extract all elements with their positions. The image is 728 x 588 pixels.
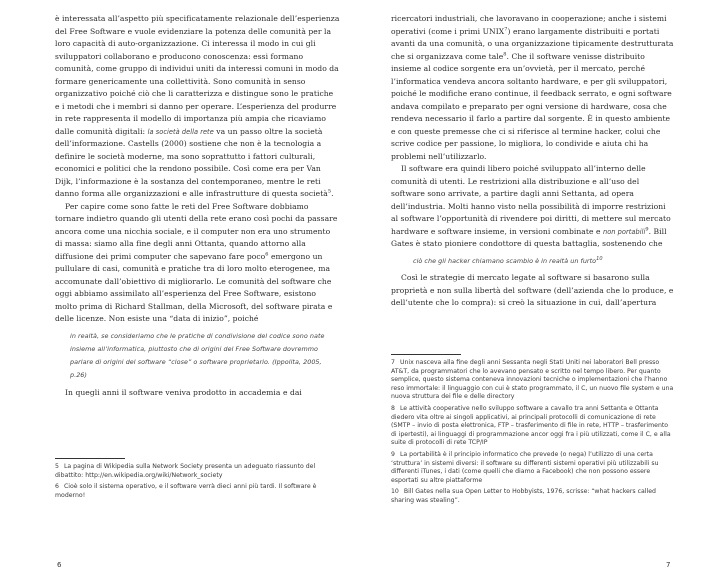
footnote-10 — [391, 488, 675, 505]
left-quote-text: in realtà, se consideriamo che le pratiche di condivisione del codice sono nate insieme all’informatica, piuttosto che di origini del Free Software dovremmo parlare di origini del software “close” o software proprietario. — [70, 331, 325, 366]
left-paragraph-2 — [55, 201, 340, 326]
left-p3-rest: emergono un pullulare di casi, comunità e pratiche tra di loro molto eterogenee, ma accomunate dall’obiettivo di migliorarlo. Le comunità del software che oggi abbiamo assimilato all’esperienza del Free Software, esistono molto prima di Richard Stallman, della Microsoft, del software pirata e delle licenze. Non esiste una “data di inizio”, poiché — [55, 251, 333, 323]
footnote-10-number: 10 — [391, 488, 399, 496]
footnote-8-text: Le attività cooperative nello sviluppo software a cavallo tra anni Settanta e Ottanta diedero vita oltre ai singoli applicativi, ai principali protocolli di comunicazione di rete (SMTP – invio di posta elettronica, FTP – trasferimento di file in rete, HTTP – trasferimento di ipertesti), ai linguaggi di programmazione ancor oggi fra i più utilizzati, come il C, e alla suite di protocolli di rete TCP/IP — [391, 404, 671, 447]
right-body — [391, 13, 675, 310]
right-footnotes — [391, 354, 675, 509]
left-body — [55, 13, 340, 399]
right-quote-text: ciò che gli hacker chiamano scambio è in realtà un furto — [413, 256, 597, 265]
left-footnotes — [55, 458, 340, 503]
left-page-number: 6 — [57, 561, 62, 569]
footnote-6-text: Cioè solo il sistema operativo, e il software verrà dieci anni più tardi. Il software è moderno! — [55, 483, 317, 499]
left-p3-text: Per capire come sono fatte le reti del Free Software dobbiamo tornare indietro quando gli utenti della rete erano così pochi da passare ancora come una nicchia sociale, e il computer non era uno strumento di massa: siamo alla fine degli anni Ottanta, quando attorno alla diffusione dei primi computer che sapevano fare poco — [55, 201, 338, 261]
right-p2-text: Il software era quindi libero poiché sviluppato all’interno delle comunità di utenti. Le restrizioni alla distribuzione e all’uso del software sono arrivate, a partire dagli anni Settanta, ad opera dell’industria. Molti hanno visto nella possibilità di imporre restrizioni al software l’opportunità di rivendere poi diritti, di mettere sul mercato hardware e software insieme, in versioni combinate e — [391, 164, 671, 236]
footnote-ref-8[interactable]: 8 — [503, 50, 507, 57]
right-p2-rest: . Bill Gates è stato pioniere condottore di questa battaglia, sostenendo che — [391, 226, 667, 248]
right-p2-italic: non portabili — [602, 227, 646, 236]
footnote-divider — [55, 458, 125, 459]
left-paragraph-3: In quegli anni il software veniva prodotto in accademia e dai — [65, 387, 302, 397]
footnote-9-text: La portabilità è il principio informatico che prevede (o nega) l’utilizzo di una certa ‘struttura’ in sistemi diversi: il software su differenti sistemi operativi più utilizzabili su differenti iTunes, i dati (come quelli che diamo a Facebook) che non possono essere esportati su altre piattaforme — [391, 450, 659, 484]
left-blockquote — [70, 330, 340, 382]
footnote-7-text: Unix nasceva alla fine degli anni Sessanta negli Stati Uniti nei laboratori Bell presso AT&T, da programmatori che lo avevano pensato e scritto nel tempo libero. Per quanto semplice, questo sistema conteneva innovazioni tecniche o implementazioni che l’hanno reso immortale: il linguaggio con cui è stato programmato, il C, un nuovo file system e una nuova struttura dei file e delle directory — [391, 359, 674, 401]
right-p1-text-c: . Che il software venisse distribuito insieme al codice sorgente era un’ovvietà, per il mercato, perché l’informatica vendeva ancora soltanto hardware, e per gli sviluppatori, poiché le modifiche erano continue, il feedback serrato, e ogni software andava compilato e preparato per ogni versione di hardware, cosa che rendeva necessario il farlo a partire dal sorgente. È in questo ambiente e con queste premesse che ci si riferisce al termine hacker, colui che scrive codice per passione, lo migliora, lo condivide e aiuta chi ha problemi nell’utilizzarlo. — [391, 51, 672, 161]
footnote-7 — [391, 359, 675, 402]
right-paragraph-1 — [391, 13, 675, 163]
footnote-ref-9[interactable]: 9 — [645, 225, 649, 232]
footnote-9 — [391, 451, 675, 485]
footnote-9-number: 9 — [391, 450, 395, 458]
right-p1-text: ricercatori industriali, che lavoravano in cooperazione; anche i sistemi operativi (come i primi UNIX — [391, 14, 667, 36]
footnote-ref-10[interactable]: 10 — [596, 255, 603, 262]
footnote-7-number: 7 — [391, 359, 395, 366]
left-p2-end: . — [331, 189, 334, 198]
footnote-8 — [391, 405, 675, 448]
footnote-10-text: Bill Gates nella sua Open Letter to Hobbyists, 1976, scrisse: “what hackers called sharing was stealing”. — [391, 488, 656, 504]
left-paragraph-1 — [55, 13, 340, 201]
right-p1-text-b: ) erano largamente distribuiti e portati avanti da una comunità, o una organizzazione tipicamente destrutturata che si organizzava come tale — [391, 26, 674, 61]
left-p2-text: va un passo oltre la società dell’informazione. Castells (2000) sostiene che non è la tecnologia a definire le società moderne, ma sono soprattutto i fattori culturali, economici e politici che la rendono possibile. Così come era per Van Dijk, l’informazione è la sostanza del contemporaneo, mentre le reti danno forma alle organizzazioni e alle infrastrutture di questa società — [55, 126, 328, 198]
footnote-ref-5[interactable]: 5 — [327, 188, 332, 195]
footnote-ref-7[interactable]: 7 — [504, 25, 508, 32]
right-blockquote — [413, 255, 675, 268]
right-paragraph-3: Così le strategie di mercato legate al software si basarono sulla proprietà e non sulla libertà del software (dell’azienda che lo produce, e dell’utente che lo compra): si creò la situazione in cui, dall’apertura — [391, 273, 674, 307]
footnote-ref-6[interactable]: 6 — [265, 250, 269, 257]
footnote-6-number: 6 — [55, 483, 59, 491]
right-paragraph-2 — [391, 163, 675, 251]
right-page-number: 7 — [666, 561, 671, 569]
left-quote-citation: (Ippolita, 2005, p.26) — [70, 357, 322, 379]
left-p2-italic: la società della rete — [147, 127, 214, 136]
footnote-5-number: 5 — [55, 463, 59, 470]
footnote-6 — [55, 483, 340, 500]
footnote-8-number: 8 — [391, 404, 395, 412]
left-p1-text: è interessata all’aspetto più specificatamente relazionale dell’esperienza del Free Software e vuole evidenziare la potenza delle comunità per la loro capacità di auto-organizzazione. Ci interessa il modo in cui gli sviluppatori collaborano e producono conoscenza: essi formano comunità, come gruppo di individui uniti da interessi comuni in modo da formare genericamente una collettività. Sono comunità in senso organizzativo poiché ciò che li caratterizza e distingue sono le pratiche e i metodi che i membri si danno per operare. L’esperienza del produrre in rete rappresenta il modello di importanza più ampia che ricaviamo dalle comunità digitali: — [55, 14, 340, 136]
footnote-5 — [55, 463, 340, 480]
footnote-divider — [391, 354, 461, 355]
footnote-5-text: La pagina di Wikipedia sulla Network Society presenta un adeguato riassunto del dibattito: http://en.wikipedia.org/wiki/Network_society — [55, 463, 316, 479]
